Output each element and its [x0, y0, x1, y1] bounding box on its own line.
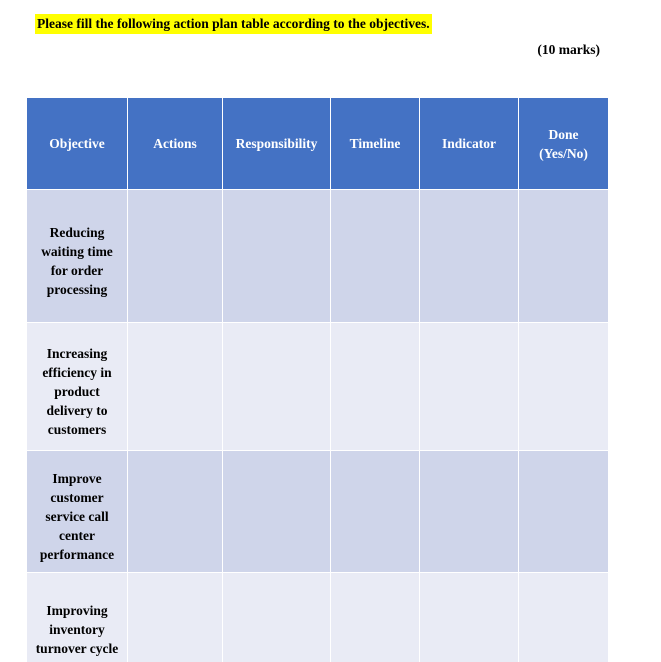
responsibility-cell[interactable]	[223, 573, 331, 662]
timeline-cell[interactable]	[331, 451, 420, 573]
indicator-cell[interactable]	[420, 190, 519, 323]
objective-cell: Improve customer service call center performance	[27, 451, 128, 573]
table-row	[27, 190, 609, 323]
done-cell[interactable]	[519, 323, 609, 451]
table-row	[27, 451, 609, 573]
header-responsibility: Responsibility	[223, 98, 331, 190]
actions-cell[interactable]	[128, 451, 223, 573]
header-objective: Objective	[27, 98, 128, 190]
header-timeline: Timeline	[331, 98, 420, 190]
responsibility-cell[interactable]	[223, 190, 331, 323]
header-done: Done (Yes/No)	[519, 98, 609, 190]
table-header-row	[27, 98, 609, 190]
objective-cell: Increasing efficiency in product delivery to customers	[27, 323, 128, 451]
actions-cell[interactable]	[128, 190, 223, 323]
table-row	[27, 573, 609, 662]
indicator-cell[interactable]	[420, 323, 519, 451]
timeline-cell[interactable]	[331, 573, 420, 662]
done-cell[interactable]	[519, 451, 609, 573]
table-row	[27, 323, 609, 451]
responsibility-cell[interactable]	[223, 323, 331, 451]
indicator-cell[interactable]	[420, 451, 519, 573]
done-cell[interactable]	[519, 190, 609, 323]
action-plan-table	[26, 97, 609, 662]
marks-label: (10 marks)	[537, 42, 600, 57]
timeline-cell[interactable]	[331, 190, 420, 323]
timeline-cell[interactable]	[331, 323, 420, 451]
objective-cell: Improving inventory turnover cycle	[27, 573, 128, 662]
actions-cell[interactable]	[128, 573, 223, 662]
indicator-cell[interactable]	[420, 573, 519, 662]
header-actions: Actions	[128, 98, 223, 190]
done-cell[interactable]	[519, 573, 609, 662]
objective-cell: Reducing waiting time for order processing	[27, 190, 128, 323]
header-indicator: Indicator	[420, 98, 519, 190]
actions-cell[interactable]	[128, 323, 223, 451]
instruction-text: Please fill the following action plan table according to the objectives.	[35, 14, 432, 34]
responsibility-cell[interactable]	[223, 451, 331, 573]
